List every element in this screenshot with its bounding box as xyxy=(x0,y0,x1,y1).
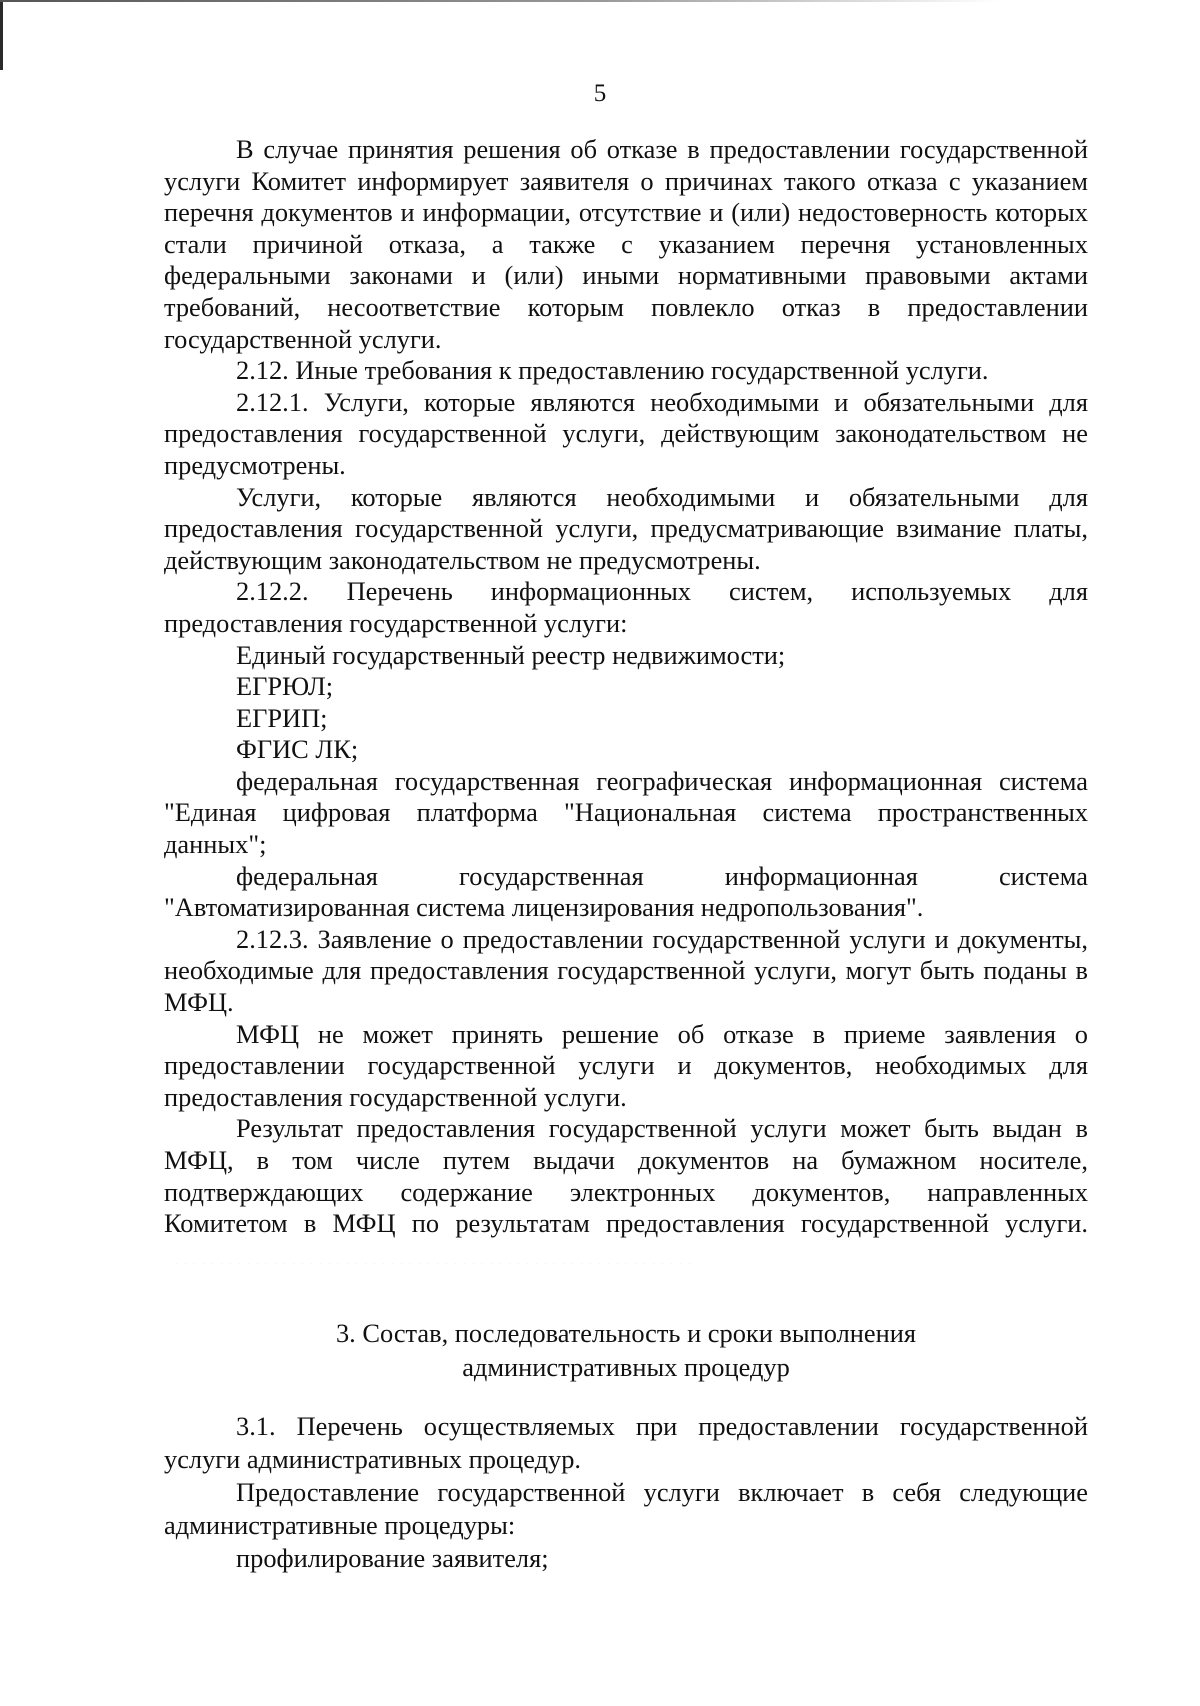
paragraph-2-12-3: 2.12.3. Заявление о предоставлении государственной услуги и документы, необходимые для предоставления государственной услуги, могут быть поданы в МФЦ. xyxy=(164,923,1088,1018)
list-item-fgis-lk: ФГИС ЛК; xyxy=(236,734,359,765)
list-item-egrn: Единый государственный реестр недвижимости; xyxy=(236,639,786,670)
list-item-egrip: ЕГРИП; xyxy=(236,702,328,733)
scan-edge-left xyxy=(0,0,3,70)
paragraph-2-12: 2.12. Иные требования к предоставлению государственной услуги. xyxy=(236,355,989,386)
paragraph-paid-services: Услуги, которые являются необходимыми и обязательными для предоставления государственной услуги, предусматривающие взимание платы, действующим законодательством не предусмотрены. xyxy=(164,481,1088,575)
list-item-profiling: профилирование заявителя; xyxy=(236,1543,549,1573)
list-item-subsoil-licensing-system: федеральная государственная информационная система "Автоматизированная система лицензирования недропользования". xyxy=(164,860,1088,923)
paragraph-procedures-intro: Предоставление государственной услуги включает в себя следующие административные процедуры: xyxy=(164,1477,1088,1540)
body-text xyxy=(164,134,1088,1271)
paragraph-2-12-1: 2.12.1. Услуги, которые являются необходимыми и обязательными для предоставления государственной услуги, действующим законодательством не предусмотрены. xyxy=(164,386,1088,480)
paragraph-mfc-result xyxy=(164,1113,1088,1271)
paragraph-3-1: 3.1. Перечень осуществляемых при предоставлении государственной услуги административных процедур. xyxy=(164,1411,1088,1474)
list-item-egrul: ЕГРЮЛ; xyxy=(236,671,334,702)
scan-dots-trail xyxy=(172,1254,692,1264)
section-heading xyxy=(164,1316,1088,1384)
section-heading-line-2: административных процедур xyxy=(462,1352,790,1382)
page-number: 5 xyxy=(593,80,607,107)
paragraph-refusal-info: В случае принятия решения об отказе в предоставлении государственной услуги Комитет информирует заявителя о причинах такого отказа с указанием перечня документов и информации, отсутствие и (или) недостоверность которых стали причиной отказа, а также с указанием перечня установленных федеральными законами и (или) иными нормативными правовыми актами требований, несоответствие которым повлекло отказ в предоставлении государственной услуги. xyxy=(164,134,1088,354)
section-heading-line-1: 3. Состав, последовательность и сроки выполнения xyxy=(335,1318,916,1348)
paragraph-2-12-2: 2.12.2. Перечень информационных систем, используемых для предоставления государственной услуги: xyxy=(164,576,1088,638)
paragraph-mfc-refusal: МФЦ не может принять решение об отказе в приеме заявления о предоставлении государственной услуги и документов, необходимых для предоставления государственной услуги. xyxy=(164,1018,1088,1112)
section-body-text xyxy=(164,1410,1088,1575)
scan-edge-top xyxy=(0,0,1000,2)
list-item-spatial-data-system: федеральная государственная географическая информационная система "Единая цифровая платформа "Национальная система пространственных данных"; xyxy=(164,765,1088,860)
paragraph-mfc-result-text: Результат предоставления государственной услуги может быть выдан в МФЦ, в том числе путем выдачи документов на бумажном носителе, подтверждающих содержание электронных документов, направленных Комитетом в МФЦ по результатам предоставления государственной услуги. xyxy=(164,1113,1088,1239)
